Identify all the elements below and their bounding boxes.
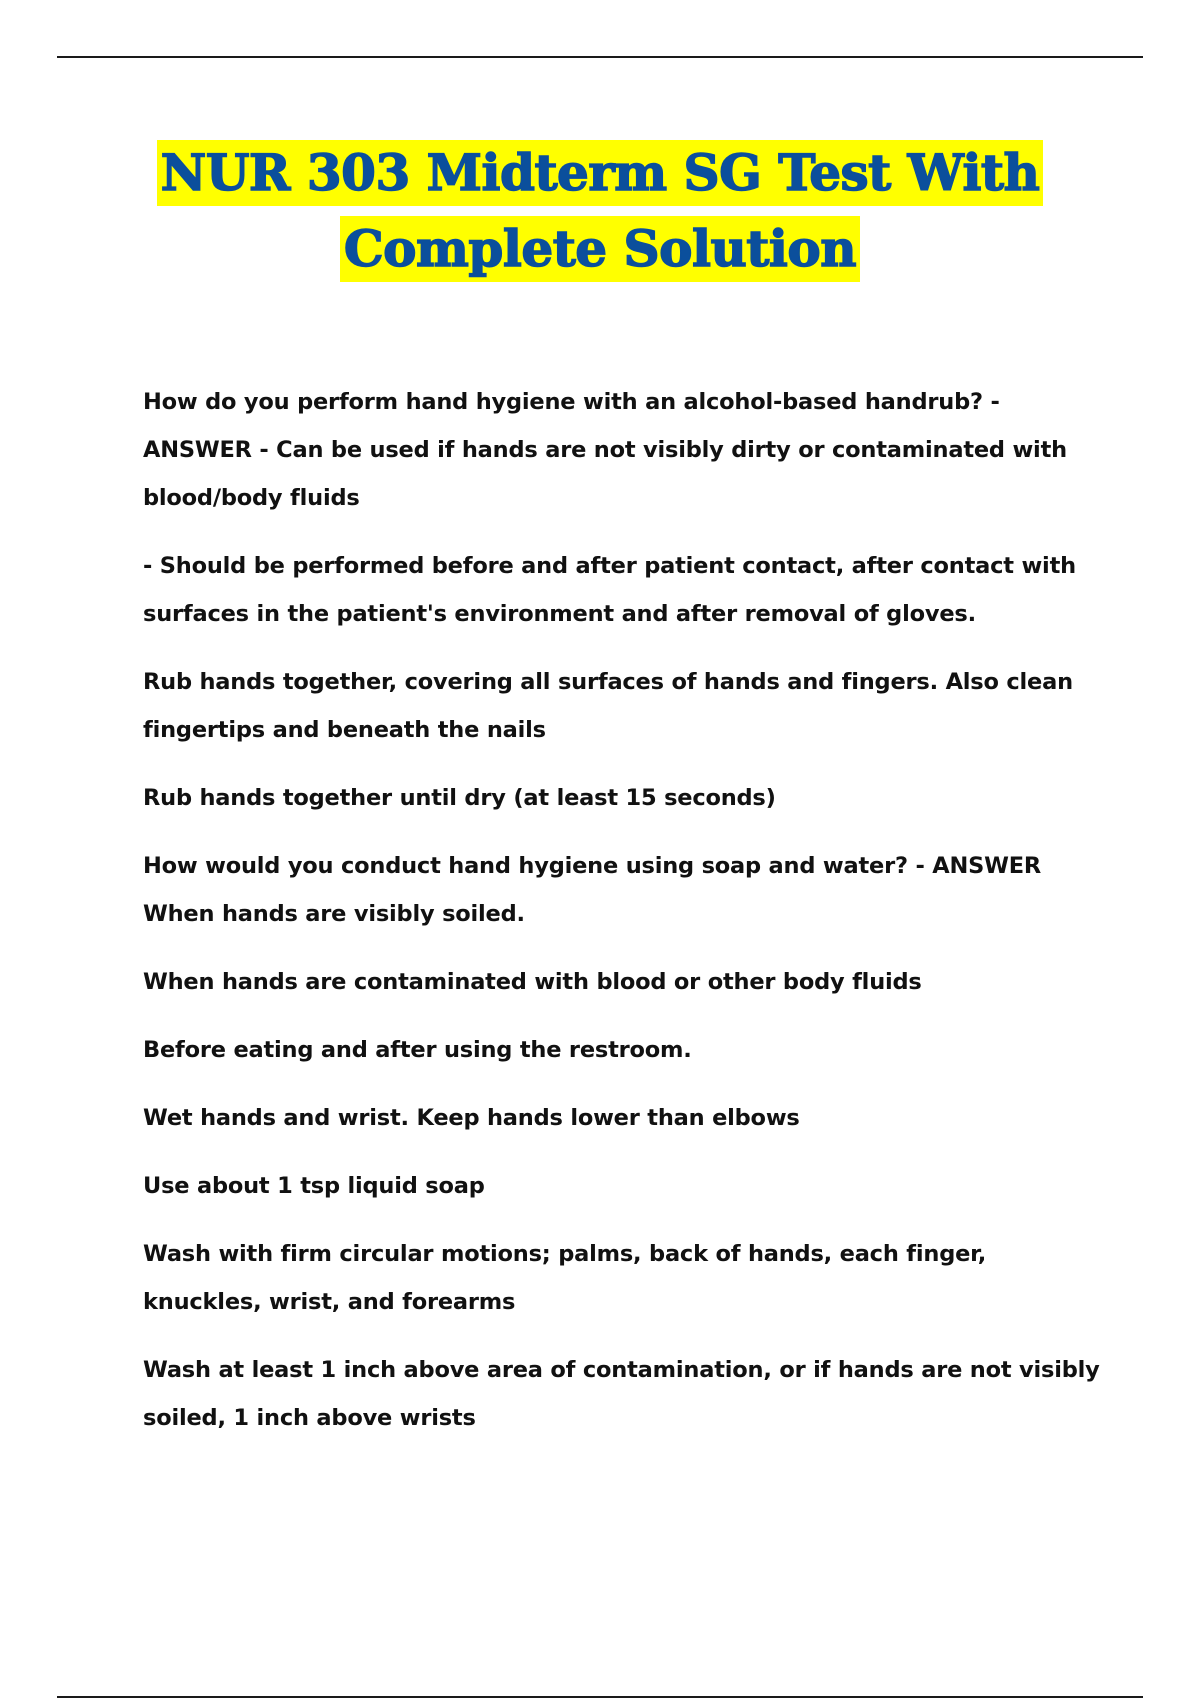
- paragraph-before-eating: Before eating and after using the restroom.: [143, 1037, 692, 1063]
- paragraph-circular-motions: Wash with firm circular motions; palms, back of hands, each finger, knuckles, wrist, and forearms: [143, 1241, 987, 1315]
- paragraph-when-performed: - Should be performed before and after patient contact, after contact with surfaces in the patient's environment and after removal of gloves.: [143, 553, 1076, 627]
- paragraph-rub-until-dry: Rub hands together until dry (at least 15 seconds): [143, 785, 776, 811]
- paragraph-contaminated-fluids: When hands are contaminated with blood or other body fluids: [143, 969, 922, 995]
- footer-rule: [57, 1696, 1143, 1698]
- header-rule: [57, 56, 1143, 58]
- title-line-1: NUR 303 Midterm SG Test With: [157, 140, 1044, 206]
- paragraph-wet-hands: Wet hands and wrist. Keep hands lower than elbows: [143, 1105, 800, 1131]
- paragraph-wash-above-contamination: Wash at least 1 inch above area of contamination, or if hands are not visibly soiled, 1 inch above wrists: [143, 1357, 1100, 1431]
- document-body: [143, 378, 1103, 1462]
- paragraph-alcohol-handrub-question: How do you perform hand hygiene with an alcohol-based handrub? - ANSWER - Can be used if hands are not visibly dirty or contaminated with blood/body fluids: [143, 389, 1067, 511]
- title-line-2: Complete Solution: [340, 216, 860, 282]
- paragraph-rub-surfaces: Rub hands together, covering all surfaces of hands and fingers. Also clean fingertips and beneath the nails: [143, 669, 1073, 743]
- paragraph-liquid-soap: Use about 1 tsp liquid soap: [143, 1173, 485, 1199]
- paragraph-soap-water-question: How would you conduct hand hygiene using soap and water? - ANSWER When hands are visibly soiled.: [143, 853, 1041, 927]
- document-title: [0, 140, 1200, 282]
